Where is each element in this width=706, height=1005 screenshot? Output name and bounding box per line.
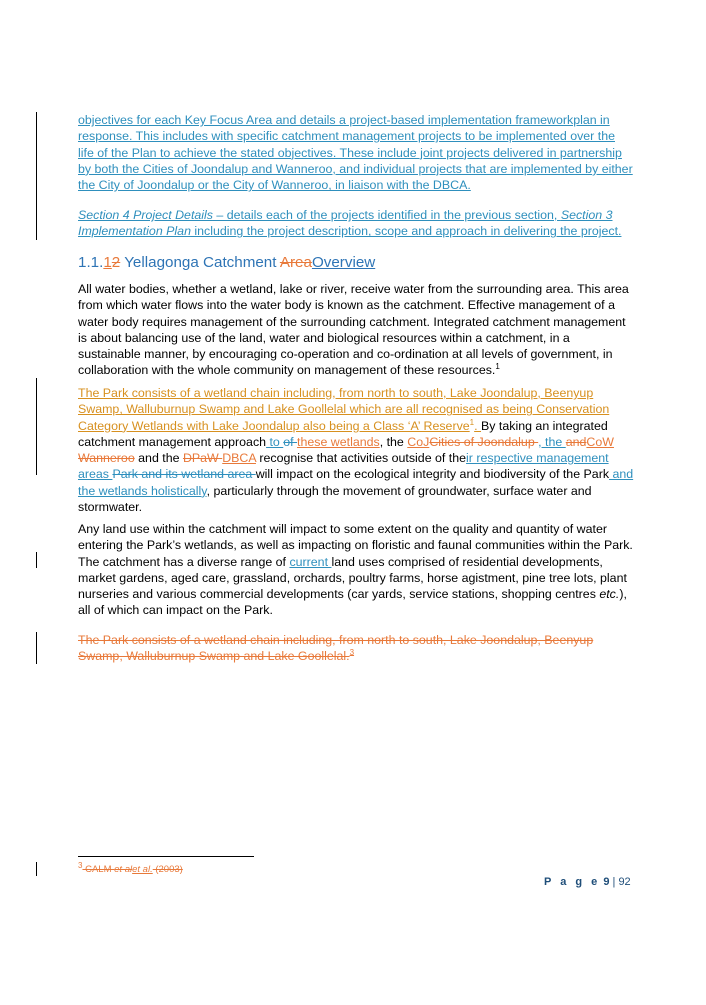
page-label: P a g e — [544, 876, 601, 888]
paragraph-text: land uses comprised of residential developments, market gardens, aged care, grassland, orchards, poultry farms, horse agistment, pine tree lots, plant nurseries and various commercial developments (car yards, service stations, shopping centres — [78, 554, 627, 602]
paragraph-text: Any land use within the catchment will impact to some extent on the quality and quantity of water entering the Park’s wetlands, as well as impacting on floristic and faunal communities within the Park. The catchment has a diverse range of — [78, 522, 633, 569]
deleted-text: Area — [279, 254, 312, 271]
paragraph-text: All water bodies, whether a wetland, lake or river, receive water from the surrounding area. This area from which water flows into the water body is known as the catchment. Effective management of a water body requires management of the surrounding catchment. Integrated catchment management is about balancing use of the land, water and biological resources within a catchment, in a sustainable manner, by encouraging co-operation and co-ordination at all levels of government, in collaboration with the whole community on management of these resources. — [78, 282, 629, 378]
deleted-text: Park and its wetland area — [112, 467, 256, 482]
deleted-text: and — [565, 434, 587, 449]
footnote-separator — [78, 856, 254, 857]
inserted-text: . — [474, 418, 482, 433]
inserted-text: these wetlands — [297, 434, 380, 449]
inserted-text: , the — [538, 434, 566, 449]
paragraph-text: , particularly through the movement of groundwater, surface water and stormwater. — [78, 483, 592, 515]
paragraph-text: etc. — [599, 587, 620, 602]
paragraph-text: , the — [379, 434, 408, 449]
heading-number: 1.1. — [78, 254, 104, 271]
deleted-paragraph-section4 — [78, 207, 634, 240]
paragraph-text: and the — [134, 451, 183, 466]
change-bar — [36, 862, 37, 876]
deleted-text: of — [283, 434, 298, 449]
total-pages: 92 — [618, 876, 631, 888]
paragraph-land-use — [78, 521, 634, 619]
paragraph-text: objectives for each Key Focus Area and details a project-based implementation frameworkplan in response. This includes with specific catchment management projects to be implemented over the life of the Plan to achieve the stated objectives. These include joint projects delivered in partnership by both the Cities of Joondalup and Wanneroo, and individual projects that are implemented by either the City of Joondalup or the City of Wanneroo, in liaison with the DBCA. — [78, 113, 633, 193]
change-bar — [36, 552, 37, 568]
inserted-text: 1 — [103, 254, 112, 271]
footnote-ref: 1 — [495, 362, 500, 372]
inserted-text: and the wetlands holistically — [78, 467, 634, 498]
inserted-text: Overview — [311, 254, 376, 271]
footnote — [78, 860, 183, 875]
paragraph-text: including the project description, scope and approach in delivering the project. — [190, 224, 622, 239]
change-bar — [36, 112, 37, 240]
deleted-text: CALM — [82, 864, 115, 875]
paragraph-park-wetlands — [78, 385, 634, 515]
paragraph-text: – details each of the projects identified in the previous section, — [212, 208, 561, 222]
footnote-number: 3 — [78, 860, 83, 870]
inserted-text: to — [266, 434, 284, 449]
deleted-text: The Park consists of a wetland chain including, from north to south, Lake Joondalup, Beenyup Swamp, Walluburnup Swamp and Lake Goollelal. — [78, 633, 594, 664]
current-page: 9 — [603, 876, 610, 888]
section-4-ref: Section 4 Project Details — [78, 208, 213, 222]
page-number — [544, 876, 631, 888]
deleted-text: et al — [114, 864, 133, 875]
deleted-text: 2 — [111, 254, 121, 271]
page-separator: | — [609, 876, 619, 888]
section-heading — [78, 254, 375, 271]
inserted-text: current — [289, 554, 332, 569]
change-bar — [36, 632, 37, 664]
deleted-text: Cities of Joondalup — [429, 434, 539, 449]
paragraph-text: ), all of which can impact on the Park. — [78, 587, 627, 618]
deleted-paragraph-objectives — [78, 112, 634, 193]
deleted-text: (2003) — [152, 864, 183, 875]
footnote-ref: 3 — [349, 648, 355, 658]
paragraph-text: will impact on the ecological integrity and biodiversity of the Park — [255, 467, 610, 482]
deleted-text: DPaW — [182, 451, 223, 466]
deleted-paragraph-park — [78, 632, 634, 665]
inserted-text: DBCA — [222, 451, 256, 466]
inserted-text: ir respective management areas — [78, 451, 609, 482]
inserted-text: CoJ — [407, 434, 430, 449]
inserted-text: The Park consists of a wetland chain including, from north to south, Lake Joondalup, Beenyup Swamp, Walluburnup Swamp and Lake Goollelal which are all recognised as being Conservation Category Wetlands with Lake Joondalup also being a Class ‘A’ Reserve — [78, 386, 610, 433]
inserted-text: et al. — [132, 864, 153, 875]
paragraph-text: By taking an integrated catchment management approach — [78, 418, 608, 449]
section-3-ref: Section 3 Implementation Plan — [78, 208, 613, 239]
paragraph-text: recognise that activities outside of the — [255, 451, 467, 466]
heading-title: Yellagonga Catchment — [120, 254, 280, 271]
paragraph-water-bodies — [78, 281, 634, 379]
footnote-ref: 1 — [469, 417, 475, 427]
deleted-text: Wanneroo — [78, 451, 135, 466]
inserted-text: CoW — [586, 434, 614, 449]
change-bar — [36, 378, 37, 475]
